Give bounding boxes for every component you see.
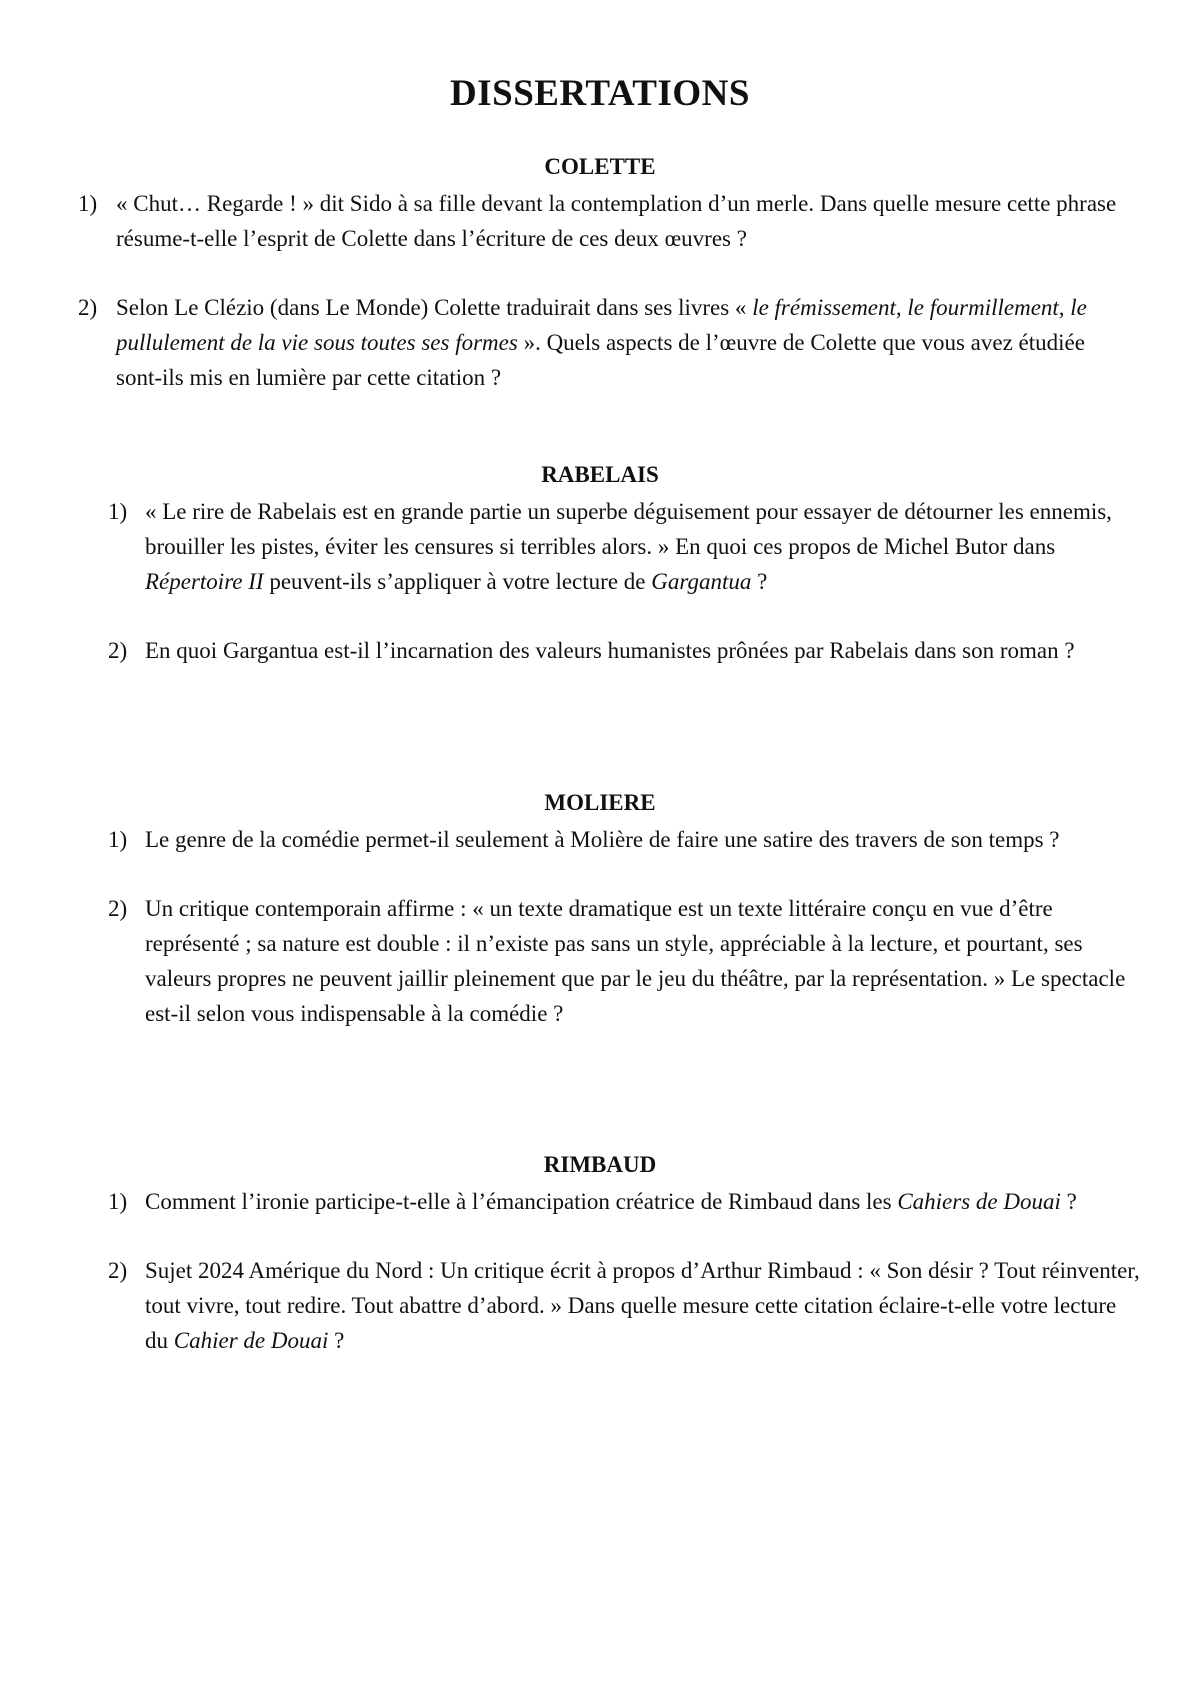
question-colette-2 <box>0 290 1200 395</box>
question-text: Un critique contemporain affirme : « un texte dramatique est un texte littéraire conçu en vue d’être représenté ; sa nature est double : il n’existe pas sans un style, appréciable à la lecture, et pourtant, ses valeurs propres ne peuvent jaillir pleinement que par le jeu du théâtre, par la représentation. » Le spectacle est-il selon vous indispensable à la comédie ? <box>145 896 1126 1026</box>
section-title-colette: COLETTE <box>544 154 656 179</box>
text-segment: ? <box>751 569 768 594</box>
question-text <box>145 1253 1140 1358</box>
question-rabelais-2 <box>0 633 1200 668</box>
document-title: DISSERTATIONS <box>450 73 750 114</box>
text-segment: ? <box>1060 1189 1077 1214</box>
question-text: En quoi Gargantua est-il l’incarnation des valeurs humanistes prônées par Rabelais dans son roman ? <box>145 638 1075 663</box>
question-number: 1) <box>108 827 128 852</box>
work-title-italic: Gargantua <box>651 569 752 594</box>
section-title-moliere: MOLIERE <box>544 790 656 815</box>
question-text: « Chut… Regarde ! » dit Sido à sa fille devant la contemplation d’un merle. Dans quelle mesure cette phrase résume-t-elle l’esprit de Colette dans l’écriture de ces deux œuvres ? <box>116 191 1117 251</box>
question-colette-1 <box>0 186 1200 256</box>
text-segment: ? <box>328 1328 345 1353</box>
question-number: 2) <box>108 1258 128 1283</box>
question-text <box>116 290 1130 395</box>
work-title-italic: Répertoire II <box>145 569 264 594</box>
text-segment: peuvent-ils s’appliquer à votre lecture de <box>263 569 652 594</box>
question-number: 2) <box>108 896 128 921</box>
text-segment: Selon Le Clézio (dans Le Monde) Colette traduirait dans ses livres « <box>116 295 753 320</box>
quote-italic: le frémissement, le fourmillement, le pullulement de la vie sous toutes ses formes <box>116 295 1087 355</box>
section-moliere <box>0 788 1200 1031</box>
text-segment: Comment l’ironie participe-t-elle à l’émancipation créatrice de Rimbaud dans les <box>145 1189 898 1214</box>
text-segment: Sujet 2024 Amérique du Nord : Un critique écrit à propos d’Arthur Rimbaud : « Son désir ? Tout réinventer, tout vivre, tout redire. Tout abattre d’abord. » Dans quelle mesure cette citation éclaire-t-elle votre lecture du <box>145 1258 1140 1353</box>
question-rabelais-1 <box>0 494 1200 599</box>
question-text: Le genre de la comédie permet-il seulement à Molière de faire une satire des travers de son temps ? <box>145 827 1060 852</box>
section-rabelais <box>0 460 1200 668</box>
question-text <box>145 1184 1140 1219</box>
question-number: 1) <box>78 191 98 216</box>
question-number: 2) <box>78 295 98 320</box>
section-colette <box>0 152 1200 395</box>
question-moliere-2 <box>0 891 1200 1031</box>
question-moliere-1 <box>0 822 1200 857</box>
question-number: 2) <box>108 638 128 663</box>
question-number: 1) <box>108 1189 128 1214</box>
text-segment: « Le rire de Rabelais est en grande partie un superbe déguisement pour essayer de détourner les ennemis, brouiller les pistes, éviter les censures si terribles alors. » En quoi ces propos de Michel Butor dans <box>145 499 1112 559</box>
work-title-italic: Cahier de Douai <box>173 1328 329 1353</box>
section-rimbaud <box>0 1150 1200 1358</box>
question-text <box>145 494 1120 599</box>
question-rimbaud-2 <box>0 1253 1200 1358</box>
text-segment: ». Quels aspects de l’œuvre de Colette que vous avez étudiée sont-ils mis en lumière par cette citation ? <box>116 330 1085 390</box>
section-title-rimbaud: RIMBAUD <box>543 1152 657 1177</box>
work-title-italic: Cahiers de Douai <box>897 1189 1061 1214</box>
question-number: 1) <box>108 499 128 524</box>
question-rimbaud-1 <box>0 1184 1200 1219</box>
section-title-rabelais: RABELAIS <box>541 462 659 487</box>
